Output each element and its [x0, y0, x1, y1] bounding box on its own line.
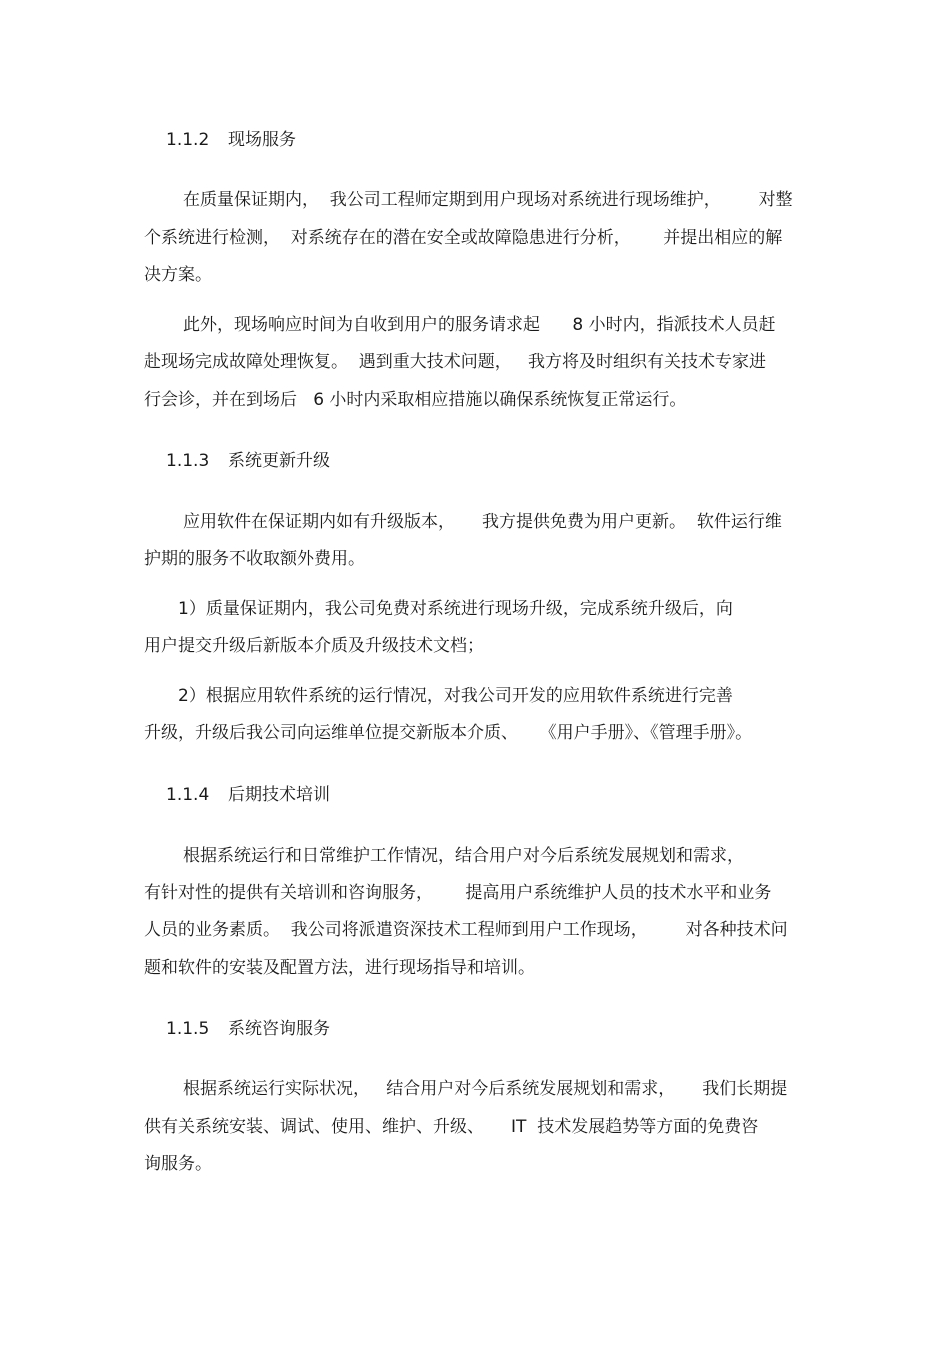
paragraph-line: 询服务。: [144, 1154, 212, 1174]
paragraph-line: 护期的服务不收取额外费用。: [144, 549, 365, 569]
section-title: 系统更新升级: [228, 451, 330, 471]
section-heading-1-1-3: [166, 450, 330, 472]
list-item-line: 用户提交升级后新版本介质及升级技术文档；: [144, 636, 484, 656]
paragraph-line: 有针对性的提供有关培训和咨询服务， 提高用户系统维护人员的技术水平和业务: [144, 883, 772, 903]
section-title: 后期技术培训: [228, 785, 330, 805]
paragraph-line: 在质量保证期内， 我公司工程师定期到用户现场对系统进行现场维护， 对整: [183, 190, 793, 210]
paragraph-line: 决方案。: [144, 265, 212, 285]
section-title: 现场服务: [228, 130, 296, 150]
section-number: 1.1.3: [166, 451, 210, 471]
section-heading-1-1-2: [166, 129, 296, 151]
paragraph-line: 题和软件的安装及配置方法，进行现场指导和培训。: [144, 958, 535, 978]
list-item-line: 2）根据应用软件系统的运行情况，对我公司开发的应用软件系统进行完善: [178, 686, 733, 706]
section-number: 1.1.5: [166, 1019, 210, 1039]
section-heading-1-1-5: [166, 1018, 330, 1040]
section-title: 系统咨询服务: [228, 1019, 330, 1039]
paragraph-line: 个系统进行检测， 对系统存在的潜在安全或故障隐患进行分析， 并提出相应的解: [144, 228, 783, 248]
paragraph-line: 根据系统运行和日常维护工作情况，结合用户对今后系统发展规划和需求，: [183, 846, 744, 866]
paragraph-line: 赴现场完成故障处理恢复。 遇到重大技术问题， 我方将及时组织有关技术专家进: [144, 352, 767, 372]
paragraph-line: 供有关系统安装、调试、使用、维护、升级、 IT 技术发展趋势等方面的免费咨: [144, 1117, 759, 1137]
paragraph-line: 人员的业务素质。 我公司将派遣资深技术工程师到用户工作现场， 对各种技术问: [144, 920, 788, 940]
list-item-line: 升级，升级后我公司向运维单位提交新版本介质、 《用户手册》、《管理手册》。: [144, 723, 753, 743]
paragraph-line: 应用软件在保证期内如有升级版本， 我方提供免费为用户更新。 软件运行维: [183, 512, 782, 532]
section-number: 1.1.2: [166, 130, 210, 150]
paragraph-line: 行会诊，并在到场后 6 小时内采取相应措施以确保系统恢复正常运行。: [144, 390, 687, 410]
paragraph-line: 根据系统运行实际状况， 结合用户对今后系统发展规划和需求， 我们长期提: [183, 1079, 788, 1099]
section-number: 1.1.4: [166, 785, 210, 805]
list-item-line: 1）质量保证期内，我公司免费对系统进行现场升级，完成系统升级后，向: [178, 599, 733, 619]
paragraph-line: 此外，现场响应时间为自收到用户的服务请求起 8 小时内，指派技术人员赶: [183, 315, 776, 335]
section-heading-1-1-4: [166, 784, 330, 806]
